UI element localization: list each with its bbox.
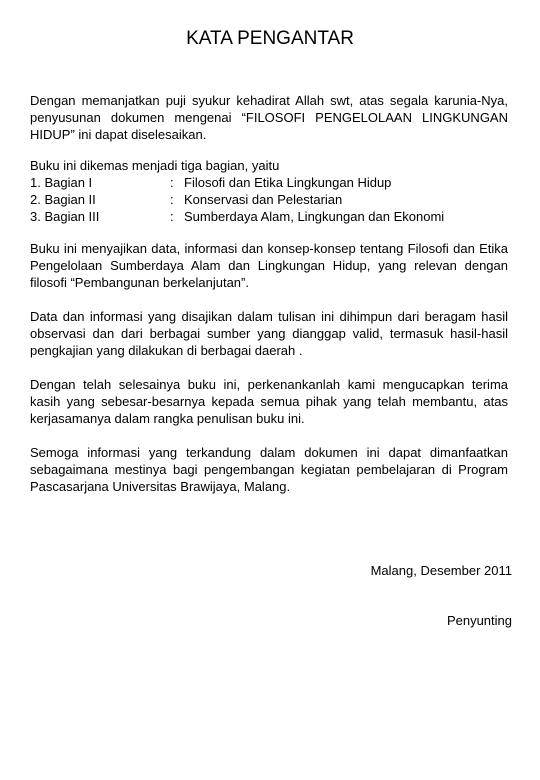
paragraph-sources: Data dan informasi yang disajikan dalam tulisan ini dihimpun dari beragam hasil observasi dan dari berbagai sumber yang dianggap valid, termasuk hasil-hasil pengkajian yang dilakukan di berbagai daerah .: [30, 309, 508, 358]
list-item: [30, 191, 508, 208]
part-description: Filosofi dan Etika Lingkungan Hidup: [184, 175, 392, 190]
list-item: [30, 208, 508, 225]
part-description: Konservasi dan Pelestarian: [184, 192, 343, 207]
part-description: Sumberdaya Alam, Lingkungan dan Ekonomi: [184, 209, 445, 224]
part-number: 3. Bagian III: [30, 209, 100, 224]
paragraph-intro: Dengan memanjatkan puji syukur kehadirat Allah swt, atas segala karunia-Nya, penyusunan dokumen mengenai “FILOSOFI PENGELOLAAN LINGKUNGAN HIDUP” ini dapat diselesaikan.: [30, 93, 508, 142]
part-separator: :: [170, 209, 174, 224]
signature: Penyunting: [446, 613, 512, 628]
part-separator: :: [170, 175, 174, 190]
part-separator: :: [170, 192, 174, 207]
list-intro: Buku ini dikemas menjadi tiga bagian, yaitu: [30, 158, 280, 173]
parts-list: [30, 174, 508, 225]
paragraph-content: Buku ini menyajikan data, informasi dan konsep-konsep tentang Filosofi dan Etika Pengelolaan Sumberdaya Alam dan Lingkungan Hidup, yang relevan dengan filosofi “Pembangunan berkelanjutan”.: [30, 241, 508, 290]
part-number: 2. Bagian II: [30, 192, 96, 207]
part-number: 1. Bagian I: [30, 175, 93, 190]
paragraph-hope: Semoga informasi yang terkandung dalam dokumen ini dapat dimanfaatkan sebagaimana mestinya bagi pengembangan kegiatan pembelajaran di Program Pascasarjana Universitas Brawijaya, Malang.: [30, 445, 508, 494]
list-item: [30, 174, 508, 191]
paragraph-thanks: Dengan telah selesainya buku ini, perkenankanlah kami mengucapkan terima kasih yang sebesar-besarnya kepada semua pihak yang telah membantu, atas kerjasamanya dalam rangka penulisan buku ini.: [30, 377, 508, 426]
place-date: Malang, Desember 2011: [370, 563, 512, 578]
page-title: KATA PENGANTAR: [186, 28, 354, 49]
